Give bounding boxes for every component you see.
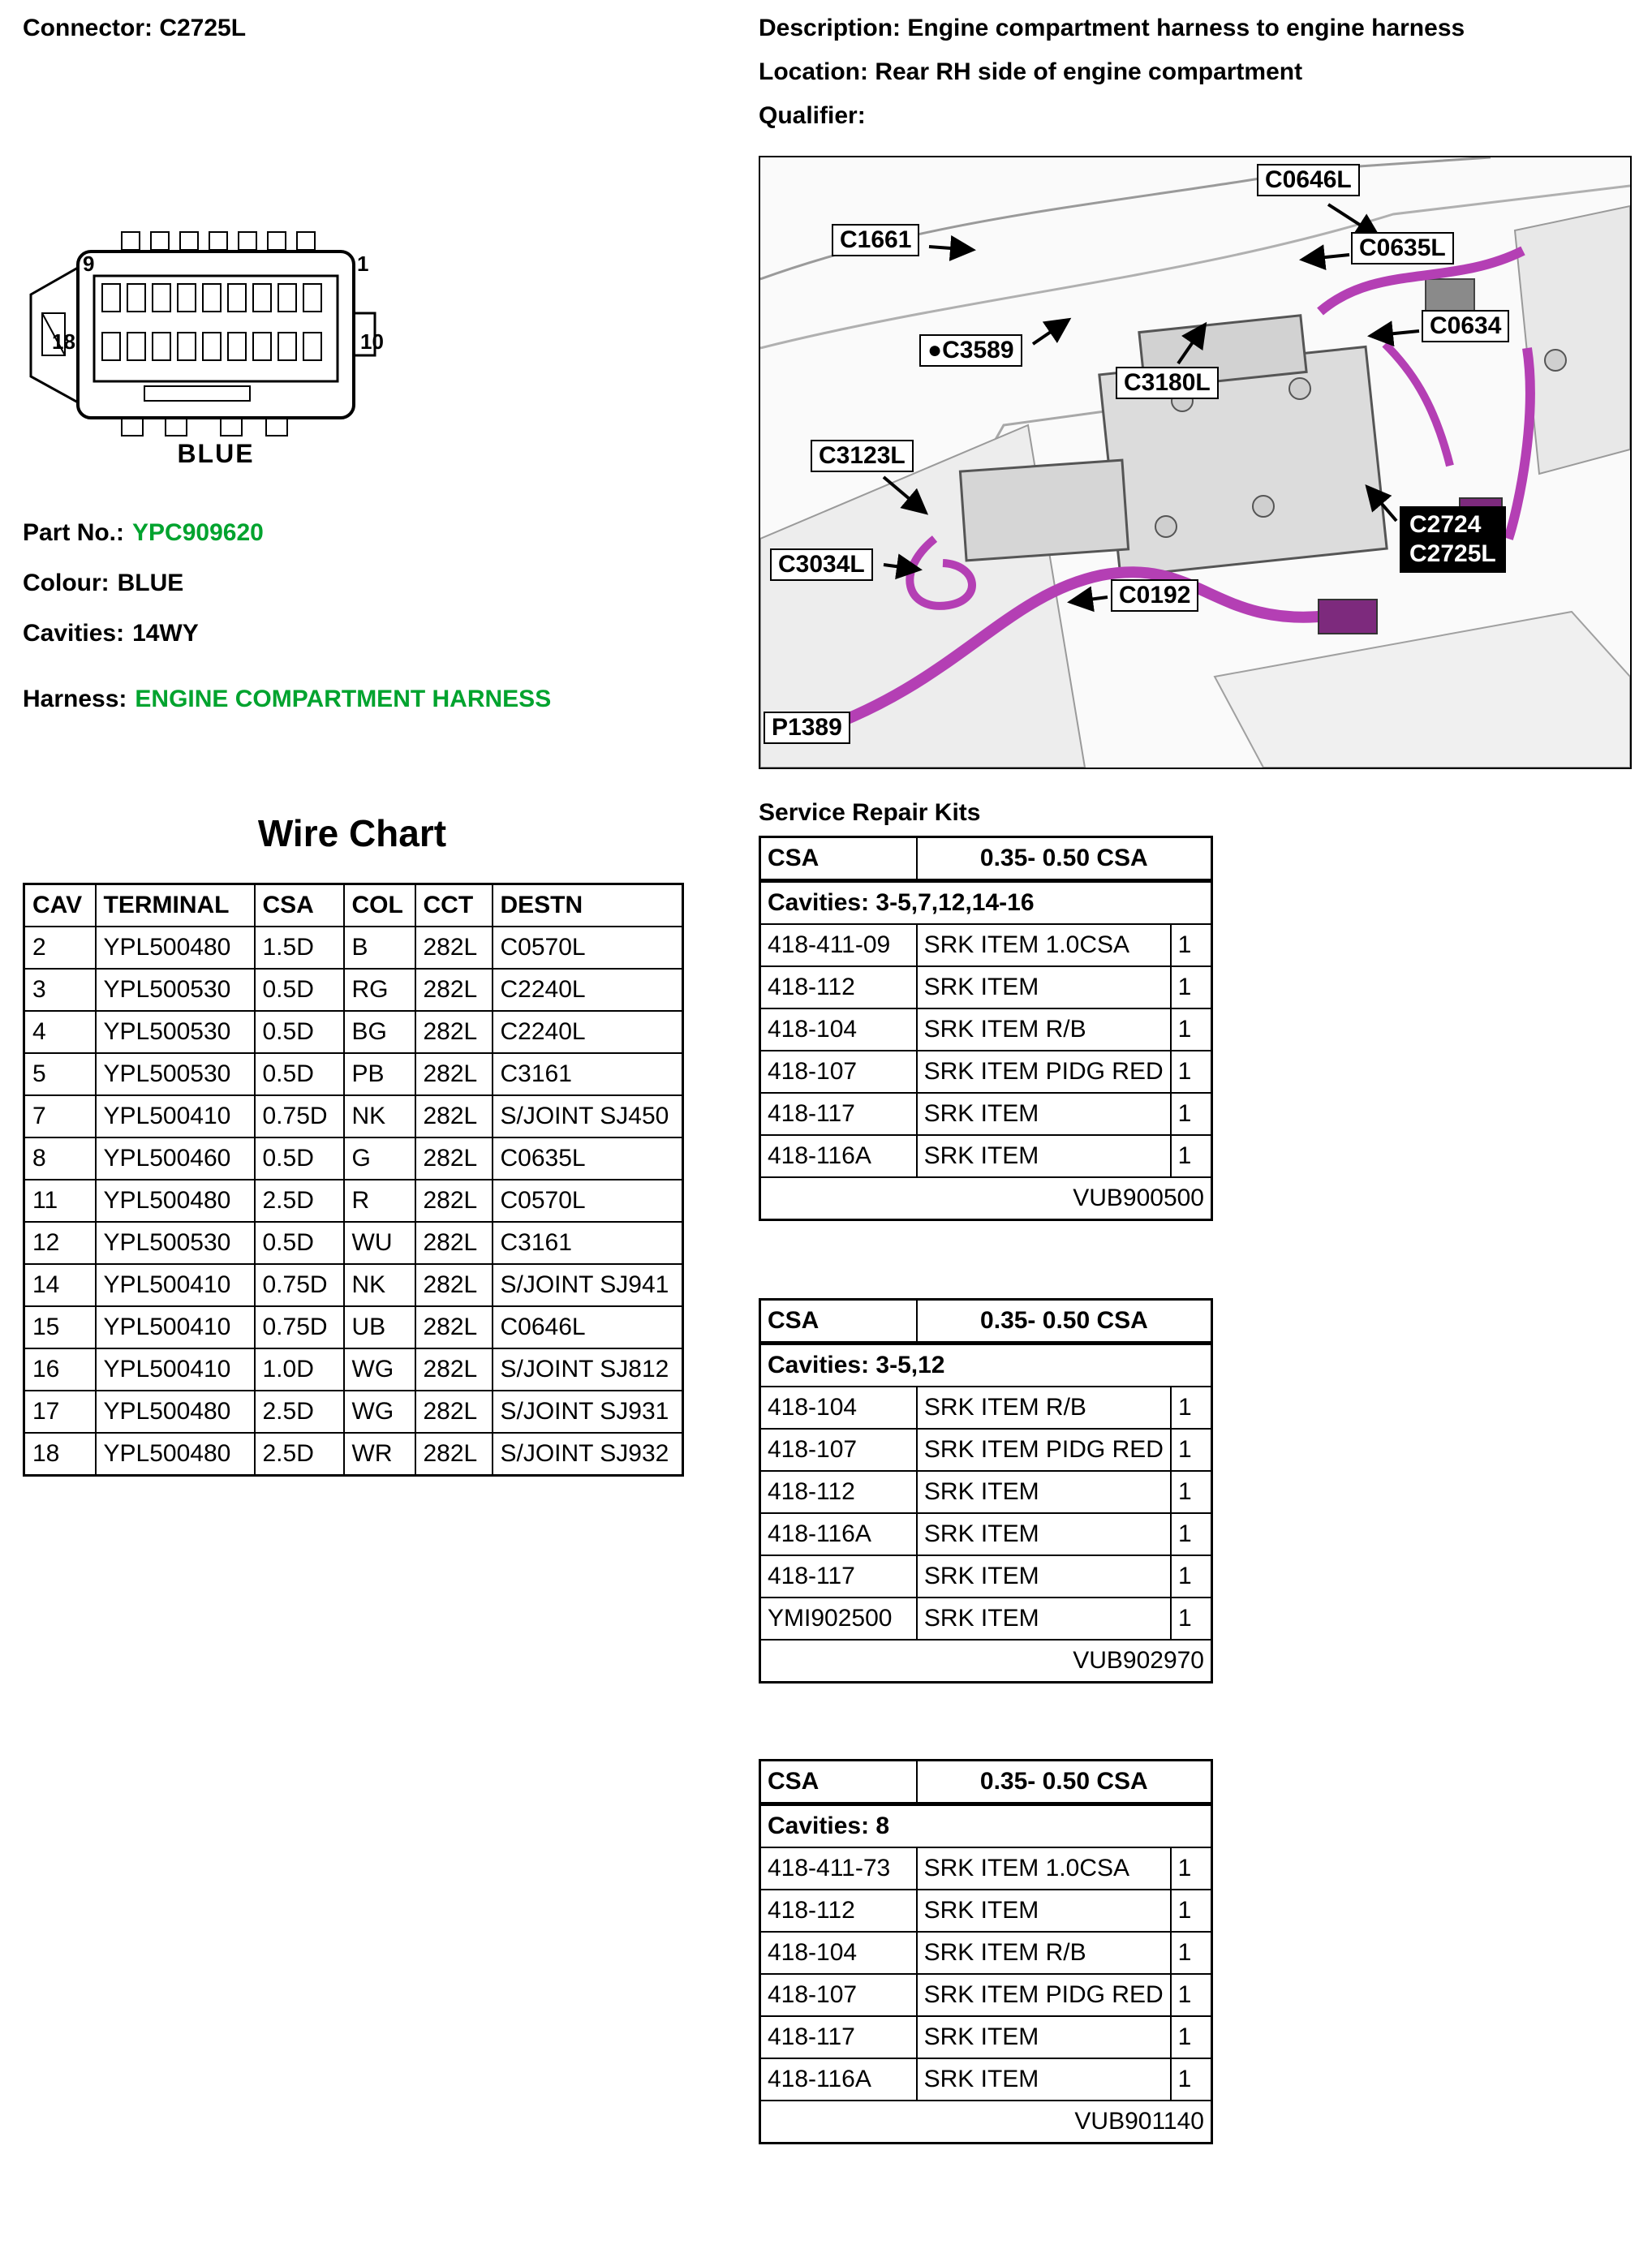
callout-c0634: C0634 <box>1422 310 1509 342</box>
srk-qty: 1 <box>1171 1093 1212 1135</box>
wire-chart-cell: C2240L <box>493 1011 683 1053</box>
srk-row <box>760 1177 1212 1220</box>
location-line: Location: Rear RH side of engine compartment <box>759 58 1303 85</box>
srk-part-number: 418-107 <box>760 1974 917 2016</box>
srk-cavities: Cavities: 3-5,7,12,14-16 <box>760 881 1212 925</box>
srk-item-desc: SRK ITEM <box>917 1513 1171 1555</box>
srk-qty: 1 <box>1171 2058 1212 2101</box>
srk-item-desc: SRK ITEM <box>917 1093 1171 1135</box>
wire-chart-cell: 16 <box>24 1348 96 1391</box>
wire-chart-cell: 1.0D <box>255 1348 344 1391</box>
srk-kit-number: VUB902970 <box>760 1640 1212 1683</box>
srk-row <box>760 1300 1212 1344</box>
srk-item-desc: SRK ITEM R/B <box>917 1008 1171 1051</box>
wire-chart-cell: 282L <box>415 1433 493 1476</box>
srk-table <box>759 836 1213 1221</box>
wire-chart-cell: S/JOINT SJ932 <box>493 1433 683 1476</box>
wire-chart-header-row <box>24 884 683 927</box>
srk-part-number: 418-112 <box>760 1471 917 1513</box>
wire-chart-cell: PB <box>344 1053 415 1095</box>
callout-c0635l: C0635L <box>1351 232 1454 264</box>
wire-chart-cell: 282L <box>415 1011 493 1053</box>
srk-qty: 1 <box>1171 1135 1212 1177</box>
callout-c0646l: C0646L <box>1257 164 1360 196</box>
wire-chart-cell: WG <box>344 1348 415 1391</box>
srk-row <box>760 1640 1212 1683</box>
wire-chart-cell: 12 <box>24 1222 96 1264</box>
srk-item-desc: SRK ITEM <box>917 2058 1171 2101</box>
srk-item-desc: SRK ITEM <box>917 1598 1171 1640</box>
srk-table <box>759 1759 1213 2144</box>
wire-chart-cell: YPL500530 <box>96 1053 255 1095</box>
table-row <box>24 969 683 1011</box>
col-header-destn: DESTN <box>493 884 683 927</box>
srk-section-title: Service Repair Kits <box>759 799 981 826</box>
srk-part-number: 418-107 <box>760 1051 917 1093</box>
srk-row <box>760 1761 1212 1804</box>
srk-qty: 1 <box>1171 1387 1212 1429</box>
srk-qty: 1 <box>1171 1051 1212 1093</box>
srk-part-number: 418-117 <box>760 1555 917 1598</box>
srk-item-desc: SRK ITEM 1.0CSA <box>917 924 1171 966</box>
table-row <box>24 1391 683 1433</box>
srk-item-desc: SRK ITEM <box>917 1890 1171 1932</box>
wire-chart-cell: 8 <box>24 1137 96 1180</box>
srk-qty: 1 <box>1171 1847 1212 1890</box>
cavities-value: 14WY <box>132 620 199 647</box>
srk-qty: 1 <box>1171 1471 1212 1513</box>
wire-chart-cell: YPL500480 <box>96 927 255 969</box>
wire-chart-cell: WU <box>344 1222 415 1264</box>
connector-title: Connector: C2725L <box>23 15 247 41</box>
srk-qty: 1 <box>1171 1008 1212 1051</box>
srk-qty: 1 <box>1171 1429 1212 1471</box>
srk-row <box>760 1555 1212 1598</box>
wire-chart-cell: 0.5D <box>255 1053 344 1095</box>
wire-chart-cell: 5 <box>24 1053 96 1095</box>
srk-header-csa: CSA <box>760 1761 917 1804</box>
table-row <box>24 1137 683 1180</box>
colour-label: Colour: <box>23 570 110 596</box>
callout-c3123l: C3123L <box>811 440 914 472</box>
wire-chart-cell: 0.5D <box>255 1137 344 1180</box>
callout-c3589: ●C3589 <box>919 334 1022 367</box>
srk-qty: 1 <box>1171 924 1212 966</box>
table-row <box>24 1222 683 1264</box>
wire-chart-cell: S/JOINT SJ941 <box>493 1264 683 1306</box>
srk-part-number: 418-112 <box>760 966 917 1008</box>
wire-chart-cell: 282L <box>415 1095 493 1137</box>
srk-qty: 1 <box>1171 1932 1212 1974</box>
srk-row <box>760 966 1212 1008</box>
srk-qty: 1 <box>1171 966 1212 1008</box>
srk-kit-number: VUB901140 <box>760 2101 1212 2144</box>
harness-label: Harness: <box>23 686 127 712</box>
srk-cavities: Cavities: 8 <box>760 1804 1212 1848</box>
table-row <box>24 1348 683 1391</box>
wire-chart-cell: YPL500480 <box>96 1433 255 1476</box>
srk-part-number: 418-117 <box>760 2016 917 2058</box>
srk-row <box>760 1804 1212 1848</box>
srk-item-desc: SRK ITEM 1.0CSA <box>917 1847 1171 1890</box>
callout-c1661: C1661 <box>832 224 919 256</box>
wire-chart-cell: 11 <box>24 1180 96 1222</box>
srk-cavities: Cavities: 3-5,12 <box>760 1344 1212 1387</box>
col-header-cav: CAV <box>24 884 96 927</box>
wire-chart-cell: 17 <box>24 1391 96 1433</box>
srk-header-csa: CSA <box>760 837 917 881</box>
srk-part-number: 418-107 <box>760 1429 917 1471</box>
wire-chart-cell: 2.5D <box>255 1433 344 1476</box>
wire-chart-cell: C3161 <box>493 1222 683 1264</box>
wire-chart-cell: 4 <box>24 1011 96 1053</box>
wire-chart-cell: YPL500480 <box>96 1180 255 1222</box>
colour-line <box>23 570 183 597</box>
wire-chart-cell: 7 <box>24 1095 96 1137</box>
srk-item-desc: SRK ITEM <box>917 1555 1171 1598</box>
colour-value: BLUE <box>117 570 184 596</box>
wire-chart-cell: 282L <box>415 927 493 969</box>
wire-chart-cell: YPL500530 <box>96 969 255 1011</box>
wire-chart-cell: 0.75D <box>255 1264 344 1306</box>
wire-chart-cell: NK <box>344 1264 415 1306</box>
srk-header-range: 0.35- 0.50 CSA <box>917 837 1212 881</box>
srk-qty: 1 <box>1171 1890 1212 1932</box>
pin-number-10: 10 <box>360 329 384 354</box>
srk-row <box>760 1429 1212 1471</box>
connector-colour-stamp: BLUE <box>177 439 255 468</box>
wire-chart-cell: 282L <box>415 1180 493 1222</box>
wire-chart-cell: 282L <box>415 1222 493 1264</box>
wire-chart-cell: 2 <box>24 927 96 969</box>
srk-item-desc: SRK ITEM PIDG RED <box>917 1974 1171 2016</box>
srk-qty: 1 <box>1171 1974 1212 2016</box>
wire-chart-cell: BG <box>344 1011 415 1053</box>
wire-chart-cell: YPL500410 <box>96 1306 255 1348</box>
callout-line-c2724: C2724 <box>1409 511 1482 538</box>
wire-chart-cell: 282L <box>415 969 493 1011</box>
wire-chart-cell: G <box>344 1137 415 1180</box>
srk-row <box>760 1890 1212 1932</box>
callout-c0192: C0192 <box>1111 579 1198 612</box>
srk-item-desc: SRK ITEM <box>917 1471 1171 1513</box>
wire-chart-cell: 0.5D <box>255 1222 344 1264</box>
srk-qty: 1 <box>1171 2016 1212 2058</box>
table-row <box>24 1095 683 1137</box>
callout-c3034l: C3034L <box>770 548 873 581</box>
wire-chart-cell: YPL500410 <box>96 1095 255 1137</box>
srk-header-range: 0.35- 0.50 CSA <box>917 1300 1212 1344</box>
callout-c2724-c2725l <box>1400 506 1506 573</box>
srk-row <box>760 1344 1212 1387</box>
wire-chart-cell: YPL500530 <box>96 1011 255 1053</box>
wire-chart-cell: C0646L <box>493 1306 683 1348</box>
srk-row <box>760 1932 1212 1974</box>
wire-chart-cell: 0.5D <box>255 969 344 1011</box>
wire-chart-cell: 3 <box>24 969 96 1011</box>
wire-chart-cell: S/JOINT SJ450 <box>493 1095 683 1137</box>
srk-row <box>760 924 1212 966</box>
table-row <box>24 1180 683 1222</box>
col-header-terminal: TERMINAL <box>96 884 255 927</box>
table-row <box>24 1433 683 1476</box>
table-row <box>24 1011 683 1053</box>
srk-item-desc: SRK ITEM PIDG RED <box>917 1051 1171 1093</box>
srk-part-number: 418-104 <box>760 1387 917 1429</box>
wire-chart-cell: 282L <box>415 1306 493 1348</box>
wire-chart-cell: C0635L <box>493 1137 683 1180</box>
srk-row <box>760 1008 1212 1051</box>
connector-face-diagram <box>23 217 404 473</box>
srk-item-desc: SRK ITEM <box>917 2016 1171 2058</box>
wire-chart-cell: UB <box>344 1306 415 1348</box>
table-row <box>24 1306 683 1348</box>
srk-qty: 1 <box>1171 1555 1212 1598</box>
pin-number-1: 1 <box>357 252 369 276</box>
callout-line-c2725l: C2725L <box>1409 540 1496 567</box>
srk-qty: 1 <box>1171 1513 1212 1555</box>
wire-chart-cell: 1.5D <box>255 927 344 969</box>
srk-part-number: 418-104 <box>760 1932 917 1974</box>
srk-row <box>760 1135 1212 1177</box>
wire-chart-cell: 14 <box>24 1264 96 1306</box>
wire-chart-cell: YPL500410 <box>96 1348 255 1391</box>
wire-chart-cell: 0.75D <box>255 1306 344 1348</box>
srk-part-number: 418-116A <box>760 1513 917 1555</box>
pin-number-9: 9 <box>83 252 95 276</box>
wire-chart-cell: C0570L <box>493 1180 683 1222</box>
part-no-line <box>23 519 264 547</box>
wire-chart-cell: 2.5D <box>255 1391 344 1433</box>
srk-row <box>760 1847 1212 1890</box>
wire-chart-cell: 18 <box>24 1433 96 1476</box>
srk-row <box>760 2058 1212 2101</box>
srk-item-desc: SRK ITEM R/B <box>917 1932 1171 1974</box>
srk-row <box>760 2016 1212 2058</box>
col-header-cct: CCT <box>415 884 493 927</box>
wire-chart-cell: S/JOINT SJ812 <box>493 1348 683 1391</box>
part-no-value: YPC909620 <box>132 519 264 546</box>
srk-row <box>760 1513 1212 1555</box>
wire-chart-cell: C3161 <box>493 1053 683 1095</box>
table-row <box>24 1053 683 1095</box>
srk-row <box>760 837 1212 881</box>
wire-chart-cell: 282L <box>415 1137 493 1180</box>
col-header-csa: CSA <box>255 884 344 927</box>
srk-item-desc: SRK ITEM <box>917 966 1171 1008</box>
table-row <box>24 1264 683 1306</box>
wire-chart-cell: NK <box>344 1095 415 1137</box>
srk-part-number: 418-104 <box>760 1008 917 1051</box>
wire-chart-cell: 282L <box>415 1348 493 1391</box>
srk-part-number: 418-116A <box>760 2058 917 2101</box>
wire-chart-body <box>24 927 683 1476</box>
wire-chart-cell: 15 <box>24 1306 96 1348</box>
description-line: Description: Engine compartment harness to engine harness <box>759 15 1465 41</box>
srk-row <box>760 1051 1212 1093</box>
wire-chart-cell: 0.75D <box>255 1095 344 1137</box>
wire-chart <box>23 883 684 1477</box>
wire-chart-cell: R <box>344 1180 415 1222</box>
srk-part-number: YMI902500 <box>760 1598 917 1640</box>
srk-part-number: 418-411-73 <box>760 1847 917 1890</box>
srk-item-desc: SRK ITEM <box>917 1135 1171 1177</box>
srk-part-number: 418-116A <box>760 1135 917 1177</box>
wire-chart-cell: YPL500410 <box>96 1264 255 1306</box>
srk-kit-number: VUB900500 <box>760 1177 1212 1220</box>
srk-row <box>760 1974 1212 2016</box>
col-header-col: COL <box>344 884 415 927</box>
engine-compartment-figure <box>759 156 1632 769</box>
pin-number-18: 18 <box>52 329 75 354</box>
srk-part-number: 418-117 <box>760 1093 917 1135</box>
part-no-label: Part No.: <box>23 519 125 546</box>
wire-chart-cell: C2240L <box>493 969 683 1011</box>
wire-chart-cell: YPL500480 <box>96 1391 255 1433</box>
wire-chart-cell: 282L <box>415 1053 493 1095</box>
srk-item-desc: SRK ITEM R/B <box>917 1387 1171 1429</box>
srk-item-desc: SRK ITEM PIDG RED <box>917 1429 1171 1471</box>
cavities-line <box>23 620 199 647</box>
srk-qty: 1 <box>1171 1598 1212 1640</box>
srk-row <box>760 1471 1212 1513</box>
wire-chart-cell: WG <box>344 1391 415 1433</box>
wire-chart-title: Wire Chart <box>257 812 447 854</box>
qualifier-line: Qualifier: <box>759 102 866 129</box>
srk-row <box>760 1387 1212 1429</box>
cavities-label: Cavities: <box>23 620 125 647</box>
wire-chart-cell: 2.5D <box>255 1180 344 1222</box>
wire-chart-cell: YPL500530 <box>96 1222 255 1264</box>
srk-header-range: 0.35- 0.50 CSA <box>917 1761 1212 1804</box>
figure-ref-p1389: P1389 <box>764 712 850 744</box>
wire-chart-cell: YPL500460 <box>96 1137 255 1180</box>
srk-row <box>760 2101 1212 2144</box>
table-row <box>24 927 683 969</box>
harness-value: ENGINE COMPARTMENT HARNESS <box>135 686 552 712</box>
callout-c3180l: C3180L <box>1116 367 1219 399</box>
wire-chart-cell: RG <box>344 969 415 1011</box>
wire-chart-cell: C0570L <box>493 927 683 969</box>
wire-chart-cell: S/JOINT SJ931 <box>493 1391 683 1433</box>
wire-chart-cell: B <box>344 927 415 969</box>
harness-line <box>23 686 551 713</box>
srk-part-number: 418-112 <box>760 1890 917 1932</box>
srk-row <box>760 1598 1212 1640</box>
srk-table <box>759 1298 1213 1684</box>
wire-chart-cell: 282L <box>415 1264 493 1306</box>
srk-part-number: 418-411-09 <box>760 924 917 966</box>
srk-header-csa: CSA <box>760 1300 917 1344</box>
wire-chart-cell: WR <box>344 1433 415 1476</box>
srk-row <box>760 1093 1212 1135</box>
wire-chart-cell: 282L <box>415 1391 493 1433</box>
wire-chart-cell: 0.5D <box>255 1011 344 1053</box>
srk-row <box>760 881 1212 925</box>
